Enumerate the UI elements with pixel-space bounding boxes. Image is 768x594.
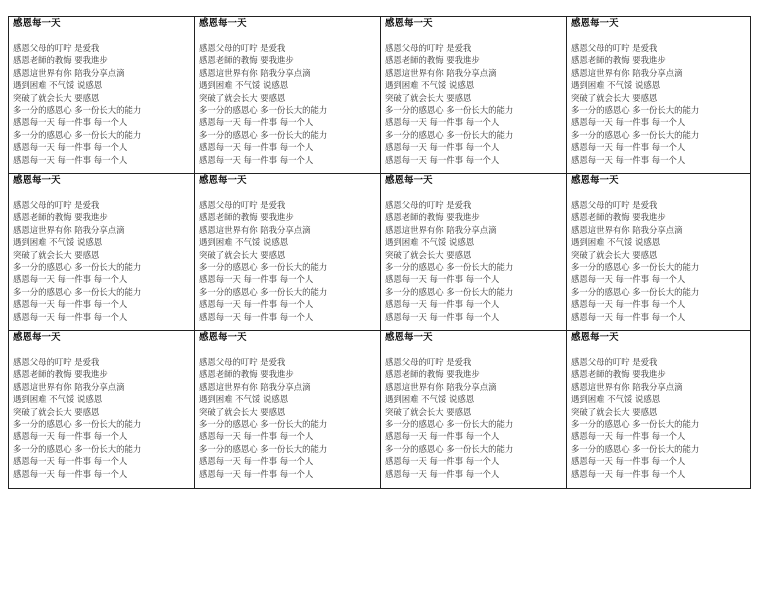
gratitude-card [381,17,567,174]
card-line: 感恩父母的叮咛 是爱我 [199,357,286,367]
card-line: 感恩老師的教悔 要我進步 [199,55,294,66]
card-line: 多一分的感恩心 多一份长大的能力 [199,129,328,140]
card-line: 感恩每一天 每一件事 每一个人 [199,299,314,310]
card-line: 感恩父母的叮咛 是爱我 [571,43,658,53]
card-line: 感恩每一天 每一件事 每一个人 [571,154,686,165]
card-line: 多一分的感恩心 多一份长大的能力 [571,104,700,115]
card-line: 感恩這世界有你 陪我分享点滴 [385,224,497,235]
card-line: 多一分的感恩心 多一份长大的能力 [13,261,142,272]
card-line: 多一分的感恩心 多一份长大的能力 [199,418,328,429]
card-line: 多一分的感恩心 多一份长大的能力 [385,418,514,429]
card-line: 感恩每一天 每一件事 每一个人 [13,154,128,165]
card-title: 感恩每一天 [385,18,433,29]
card-line: 感恩每一天 每一件事 每一个人 [385,142,500,153]
card-line: 感恩老師的教悔 要我進步 [385,212,480,223]
gratitude-card [567,331,750,488]
card-line: 感恩這世界有你 陪我分享点滴 [385,381,497,392]
card-line: 多一分的感恩心 多一份长大的能力 [385,261,514,272]
card-line: 感恩父母的叮咛 是爱我 [571,357,658,367]
card-line: 突破了就会长大 要感恩 [385,406,472,417]
card-line: 突破了就会长大 要感恩 [571,249,658,260]
card-line: 感恩每一天 每一件事 每一个人 [385,154,500,165]
card-line: 感恩父母的叮咛 是爱我 [385,200,472,210]
card-spacer [571,186,746,199]
card-line: 感恩父母的叮咛 是爱我 [199,200,286,210]
card-line: 遇到困难 不气馁 说感恩 [571,80,661,91]
card-line: 感恩老師的教悔 要我進步 [385,369,480,380]
card-line: 感恩這世界有你 陪我分享点滴 [199,381,311,392]
card-spacer [199,343,376,356]
card-line: 突破了就会长大 要感恩 [199,92,286,103]
card-line: 感恩這世界有你 陪我分享点滴 [199,224,311,235]
card-line: 感恩每一天 每一件事 每一个人 [385,117,500,128]
gratitude-card [195,174,381,331]
card-line: 感恩每一天 每一件事 每一个人 [13,311,128,322]
card-line: 感恩每一天 每一件事 每一个人 [13,274,128,285]
card-line: 感恩老師的教悔 要我進步 [199,212,294,223]
card-line: 多一分的感恩心 多一份长大的能力 [13,443,142,454]
card-line: 感恩每一天 每一件事 每一个人 [199,431,314,442]
card-line: 感恩老師的教悔 要我進步 [385,55,480,66]
card-title: 感恩每一天 [385,332,433,343]
card-line: 感恩這世界有你 陪我分享点滴 [13,224,125,235]
card-line: 多一分的感恩心 多一份长大的能力 [13,104,142,115]
card-line: 感恩父母的叮咛 是爱我 [385,43,472,53]
card-line: 感恩老師的教悔 要我進步 [571,369,666,380]
card-line: 感恩每一天 每一件事 每一个人 [571,142,686,153]
card-line: 遇到困难 不气馁 说感恩 [199,237,289,248]
card-line: 感恩這世界有你 陪我分享点滴 [13,67,125,78]
card-line: 感恩老師的教悔 要我進步 [199,369,294,380]
card-line: 突破了就会长大 要感恩 [385,249,472,260]
card-title: 感恩每一天 [13,175,61,186]
card-line: 感恩每一天 每一件事 每一个人 [13,117,128,128]
card-line: 突破了就会长大 要感恩 [571,406,658,417]
card-spacer [571,29,746,42]
card-title: 感恩每一天 [571,175,619,186]
card-title: 感恩每一天 [571,332,619,343]
card-line: 感恩老師的教悔 要我進步 [13,55,108,66]
card-line: 遇到困难 不气馁 说感恩 [385,80,475,91]
card-line: 感恩每一天 每一件事 每一个人 [385,456,500,467]
card-line: 突破了就会长大 要感恩 [199,406,286,417]
card-line: 感恩老師的教悔 要我進步 [571,55,666,66]
card-line: 多一分的感恩心 多一份长大的能力 [13,129,142,140]
card-line: 感恩每一天 每一件事 每一个人 [571,299,686,310]
card-line: 感恩每一天 每一件事 每一个人 [199,117,314,128]
card-line: 感恩每一天 每一件事 每一个人 [199,456,314,467]
card-spacer [385,343,562,356]
card-line: 突破了就会长大 要感恩 [13,92,100,103]
gratitude-card [9,174,195,331]
card-line: 遇到困难 不气馁 说感恩 [13,394,103,405]
gratitude-card [195,17,381,174]
card-line: 遇到困难 不气馁 说感恩 [13,237,103,248]
card-line: 突破了就会长大 要感恩 [13,406,100,417]
gratitude-card [381,331,567,488]
card-line: 感恩每一天 每一件事 每一个人 [13,468,128,479]
card-sheet [8,16,751,489]
card-line: 感恩每一天 每一件事 每一个人 [199,468,314,479]
card-spacer [13,343,190,356]
card-line: 多一分的感恩心 多一份长大的能力 [385,286,514,297]
card-line: 多一分的感恩心 多一份长大的能力 [199,443,328,454]
card-line: 多一分的感恩心 多一份长大的能力 [571,261,700,272]
card-title: 感恩每一天 [199,175,247,186]
card-line: 感恩這世界有你 陪我分享点滴 [13,381,125,392]
card-line: 感恩父母的叮咛 是爱我 [571,200,658,210]
card-spacer [199,186,376,199]
card-title: 感恩每一天 [385,175,433,186]
card-line: 感恩每一天 每一件事 每一个人 [571,274,686,285]
card-line: 感恩每一天 每一件事 每一个人 [385,468,500,479]
card-title: 感恩每一天 [199,18,247,29]
card-line: 感恩每一天 每一件事 每一个人 [199,274,314,285]
card-spacer [385,186,562,199]
gratitude-card [567,17,750,174]
card-title: 感恩每一天 [199,332,247,343]
card-line: 感恩每一天 每一件事 每一个人 [13,142,128,153]
card-line: 感恩父母的叮咛 是爱我 [13,200,100,210]
card-spacer [13,29,190,42]
card-line: 感恩這世界有你 陪我分享点滴 [571,381,683,392]
card-line: 突破了就会长大 要感恩 [385,92,472,103]
card-line: 遇到困难 不气馁 说感恩 [199,394,289,405]
card-line: 多一分的感恩心 多一份长大的能力 [199,104,328,115]
gratitude-card [9,331,195,488]
card-line: 多一分的感恩心 多一份长大的能力 [571,286,700,297]
card-line: 感恩這世界有你 陪我分享点滴 [385,67,497,78]
card-line: 感恩每一天 每一件事 每一个人 [571,456,686,467]
card-line: 多一分的感恩心 多一份长大的能力 [385,104,514,115]
card-spacer [199,29,376,42]
card-line: 感恩每一天 每一件事 每一个人 [13,299,128,310]
card-line: 感恩老師的教悔 要我進步 [571,212,666,223]
card-line: 感恩每一天 每一件事 每一个人 [199,311,314,322]
card-line: 多一分的感恩心 多一份长大的能力 [199,286,328,297]
card-line: 遇到困难 不气馁 说感恩 [199,80,289,91]
card-line: 遇到困难 不气馁 说感恩 [385,237,475,248]
card-line: 感恩每一天 每一件事 每一个人 [571,468,686,479]
card-line: 感恩每一天 每一件事 每一个人 [385,299,500,310]
gratitude-card [381,174,567,331]
card-line: 多一分的感恩心 多一份长大的能力 [571,418,700,429]
card-line: 感恩這世界有你 陪我分享点滴 [571,224,683,235]
gratitude-card [9,17,195,174]
card-line: 突破了就会长大 要感恩 [13,249,100,260]
card-line: 感恩老師的教悔 要我進步 [13,212,108,223]
card-title: 感恩每一天 [571,18,619,29]
card-line: 感恩每一天 每一件事 每一个人 [385,274,500,285]
card-line: 遇到困难 不气馁 说感恩 [13,80,103,91]
card-line: 感恩每一天 每一件事 每一个人 [385,311,500,322]
card-line: 感恩每一天 每一件事 每一个人 [571,431,686,442]
card-line: 多一分的感恩心 多一份长大的能力 [571,129,700,140]
card-line: 遇到困难 不气馁 说感恩 [385,394,475,405]
card-line: 感恩父母的叮咛 是爱我 [385,357,472,367]
card-line: 突破了就会长大 要感恩 [571,92,658,103]
card-title: 感恩每一天 [13,18,61,29]
card-line: 遇到困难 不气馁 说感恩 [571,237,661,248]
card-title: 感恩每一天 [13,332,61,343]
card-line: 多一分的感恩心 多一份长大的能力 [571,443,700,454]
card-line: 多一分的感恩心 多一份长大的能力 [199,261,328,272]
gratitude-card [195,331,381,488]
card-line: 突破了就会长大 要感恩 [199,249,286,260]
card-line: 感恩每一天 每一件事 每一个人 [571,117,686,128]
card-line: 遇到困难 不气馁 说感恩 [571,394,661,405]
card-line: 感恩這世界有你 陪我分享点滴 [571,67,683,78]
card-line: 感恩每一天 每一件事 每一个人 [13,431,128,442]
card-line: 多一分的感恩心 多一份长大的能力 [13,286,142,297]
card-line: 感恩每一天 每一件事 每一个人 [571,311,686,322]
card-spacer [13,186,190,199]
card-line: 感恩每一天 每一件事 每一个人 [199,142,314,153]
card-spacer [571,343,746,356]
card-line: 多一分的感恩心 多一份长大的能力 [385,129,514,140]
card-spacer [385,29,562,42]
card-line: 感恩每一天 每一件事 每一个人 [385,431,500,442]
card-line: 感恩父母的叮咛 是爱我 [13,357,100,367]
card-line: 感恩老師的教悔 要我進步 [13,369,108,380]
card-line: 感恩這世界有你 陪我分享点滴 [199,67,311,78]
card-line: 感恩父母的叮咛 是爱我 [13,43,100,53]
card-line: 感恩父母的叮咛 是爱我 [199,43,286,53]
gratitude-card [567,174,750,331]
card-line: 感恩每一天 每一件事 每一个人 [13,456,128,467]
card-line: 多一分的感恩心 多一份长大的能力 [13,418,142,429]
card-line: 多一分的感恩心 多一份长大的能力 [385,443,514,454]
card-line: 感恩每一天 每一件事 每一个人 [199,154,314,165]
